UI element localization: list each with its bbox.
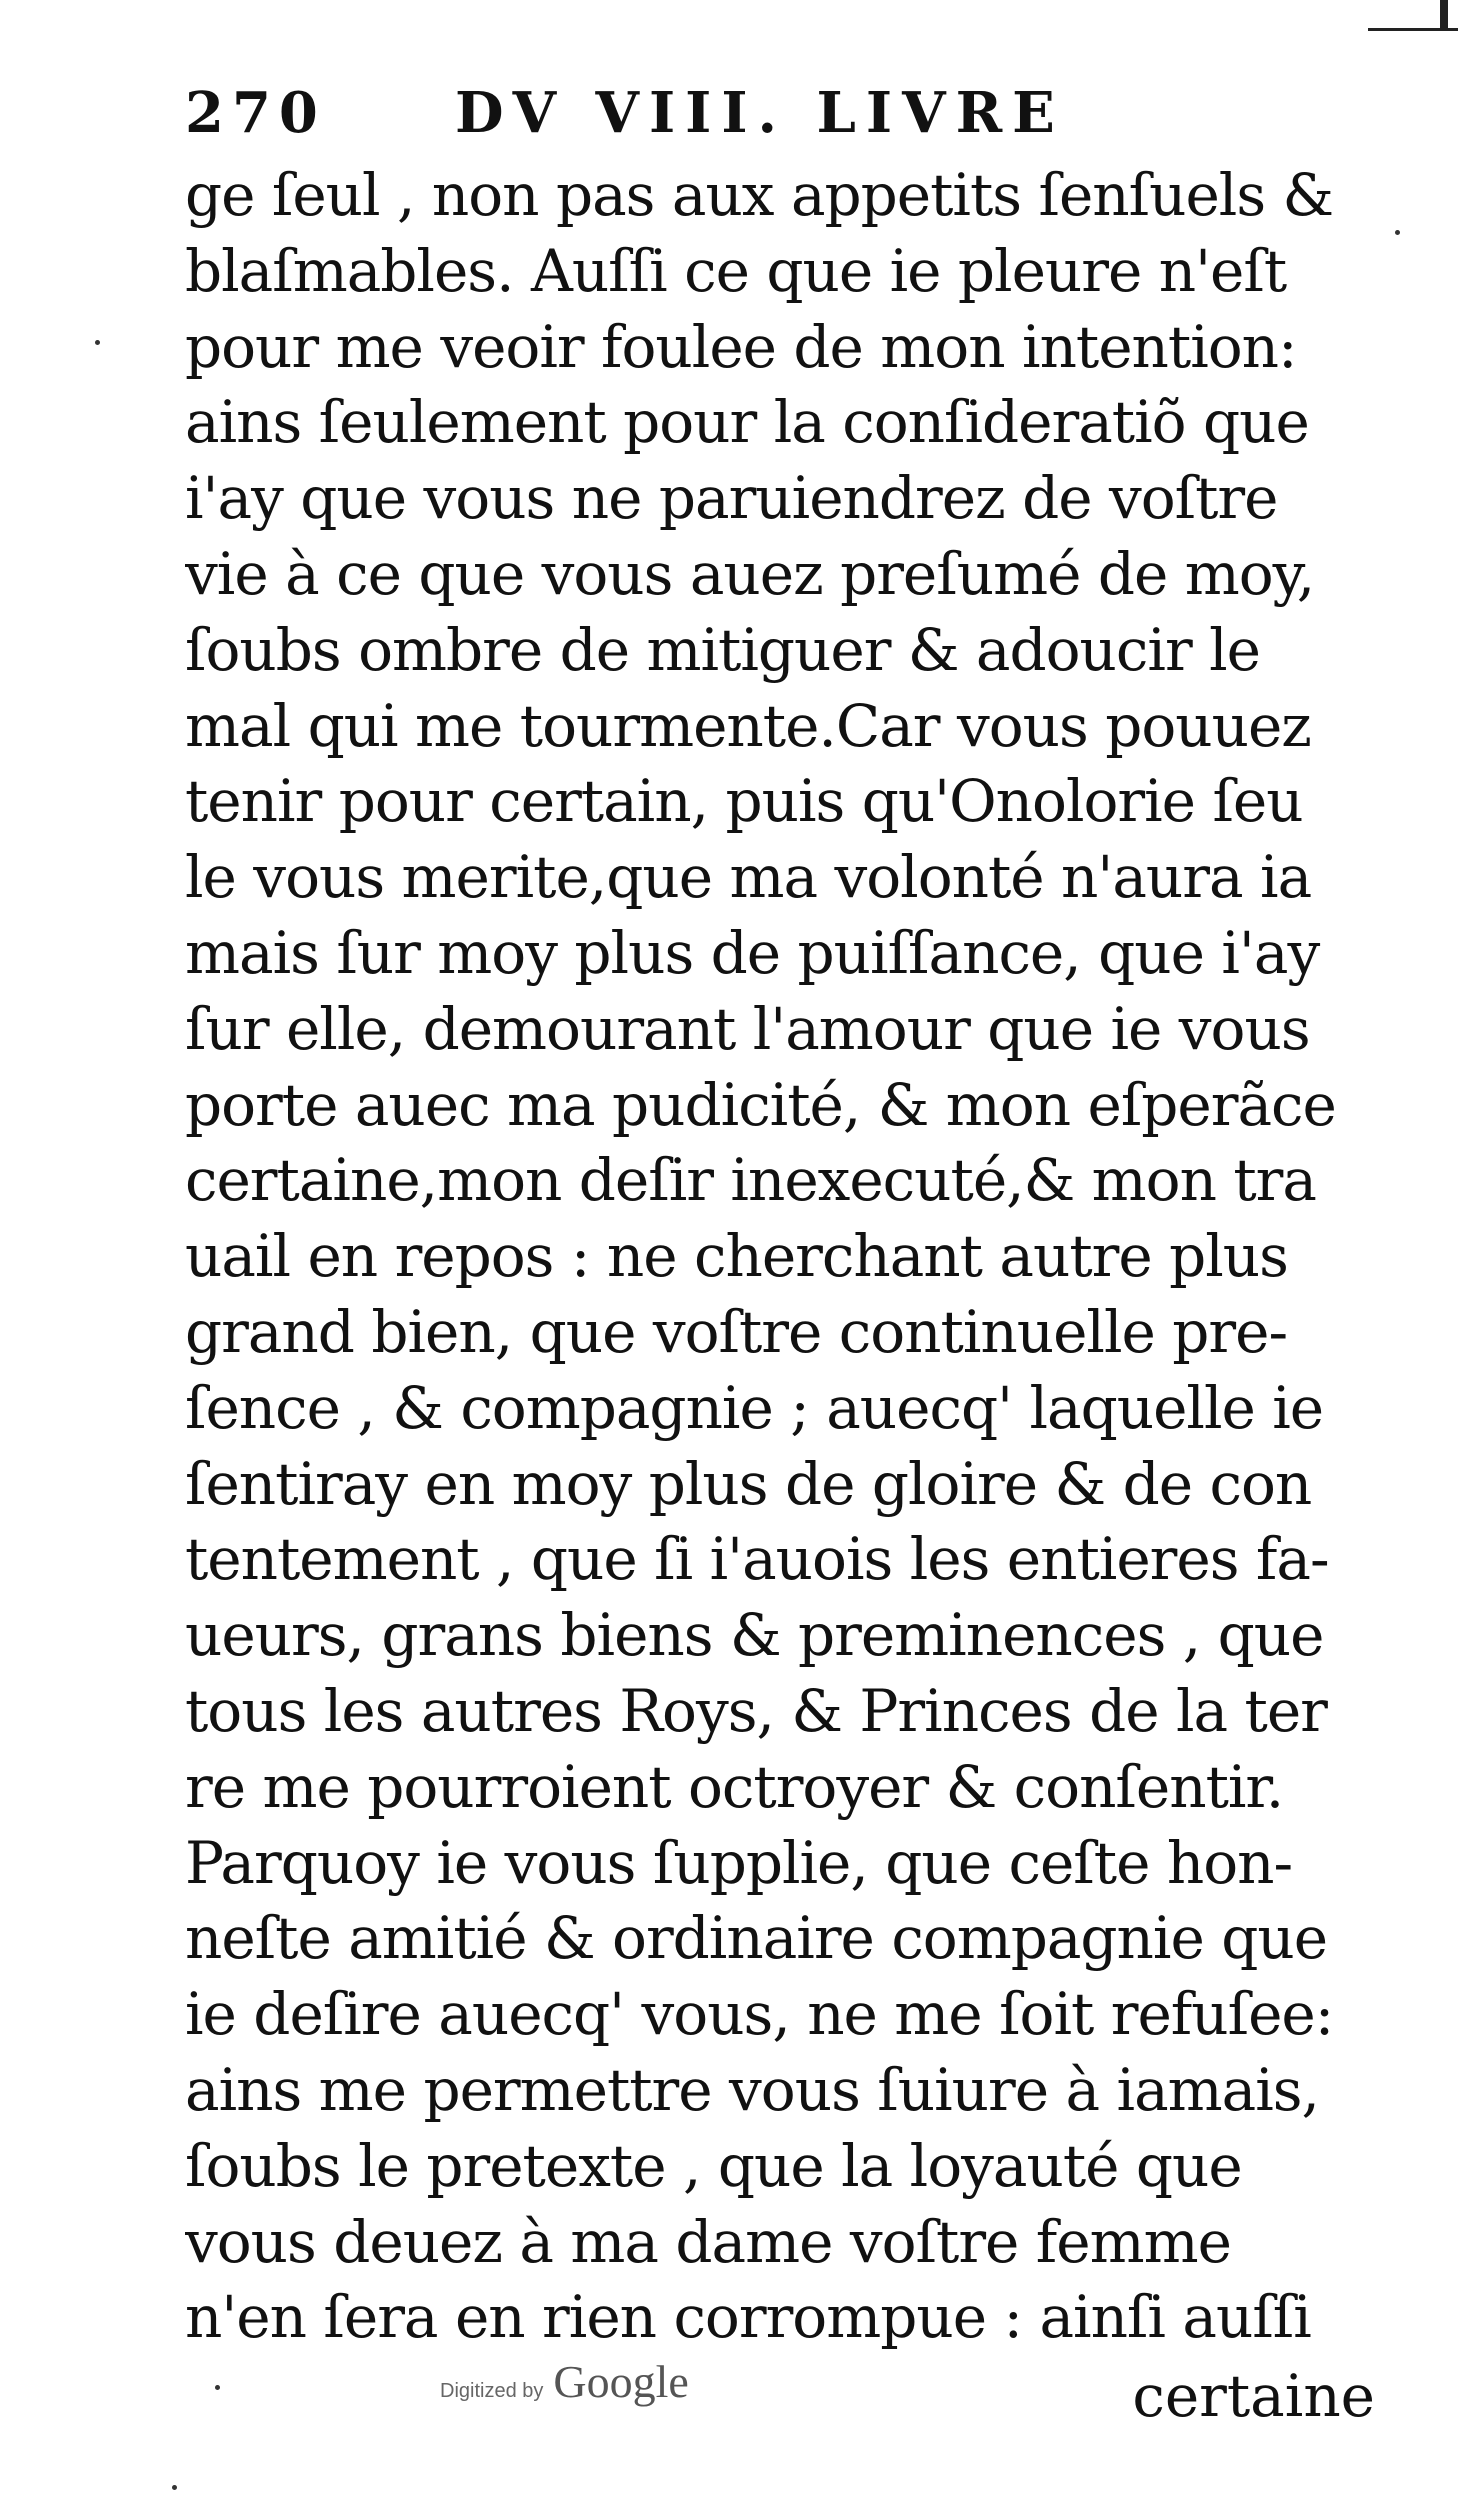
digitized-by-watermark: [440, 2355, 689, 2408]
text-line: mais ſur moy plus de puiſſance, que i'ay: [185, 918, 1320, 987]
text-line: certaine,mon deſir inexecuté,& mon tra: [185, 1146, 1316, 1215]
text-line: ge ſeul , non pas aux appetits ſenſuels &: [185, 161, 1334, 229]
margin-speck: [215, 2385, 220, 2390]
text-line: blaſmables. Auſſi ce que ie pleure n'eſt: [185, 236, 1287, 305]
text-line: ſentiray en moy plus de gloire & de con: [185, 1449, 1312, 1518]
margin-speck: [95, 340, 100, 345]
google-logo: Google: [553, 2356, 689, 2407]
text-line: porte auec ma pudicité, & mon eſperãce: [185, 1070, 1336, 1139]
text-line: ſence , & compagnie ; auecq' laquelle ie: [185, 1373, 1324, 1442]
text-line: i'ay que vous ne paruiendrez de voſtre: [185, 464, 1278, 533]
body-text: [185, 158, 1380, 2356]
page-number: 270: [185, 80, 326, 146]
text-line: tous les autres Roys, & Princes de la ter: [185, 1676, 1327, 1745]
text-line: mal qui me tourmente.Car vous pouuez: [185, 691, 1311, 760]
text-line: vous deuez à ma dame voſtre femme: [185, 2207, 1231, 2276]
text-line: n'en ſera en rien corrompue : ainſi auſſi: [185, 2283, 1311, 2352]
text-line: ains me permettre vous ſuiure à iamais,: [185, 2055, 1319, 2124]
text-line: uail en repos : ne cherchant autre plus: [185, 1222, 1288, 1291]
catchword: certaine: [1132, 2362, 1375, 2431]
text-line: neſte amitié & ordinaire compagnie que: [185, 1904, 1328, 1973]
page-header: [185, 80, 1380, 150]
text-line: pour me veoir foulee de mon intention:: [185, 312, 1297, 381]
text-line: le vous merite,que ma volonté n'aura ia: [185, 843, 1312, 912]
running-title: DV VIII. LIVRE: [455, 80, 1065, 146]
text-line: tentement , que ſi i'auois les entieres fa-: [185, 1525, 1329, 1594]
margin-speck: [172, 2485, 177, 2490]
text-line: vie à ce que vous auez preſumé de moy,: [185, 539, 1315, 608]
book-page: [185, 80, 1380, 2436]
text-line: ie deſire auecq' vous, ne me ſoit refuſee:: [185, 1980, 1334, 2049]
text-line: ſoubs le pretexte , que la loyauté que: [185, 2131, 1242, 2200]
text-line: tenir pour certain, puis qu'Onolorie ſeu: [185, 767, 1303, 836]
margin-speck: [1395, 230, 1400, 235]
top-edge-mark: [1440, 0, 1448, 30]
text-line: Parquoy ie vous ſupplie, que ceſte hon-: [185, 1828, 1293, 1897]
text-line: re me pourroient octroyer & conſentir.: [185, 1752, 1284, 1821]
text-line: ueurs, grans biens & preminences , que: [185, 1601, 1324, 1670]
text-line: ſoubs ombre de mitiguer & adoucir le: [185, 615, 1260, 684]
text-line: ains ſeulement pour la conſideratiõ que: [185, 388, 1309, 457]
text-line: ſur elle, demourant l'amour que ie vous: [185, 994, 1310, 1063]
text-line: grand bien, que voſtre continuelle pre-: [185, 1297, 1288, 1366]
digitized-by-label: Digitized by: [440, 2380, 544, 2402]
